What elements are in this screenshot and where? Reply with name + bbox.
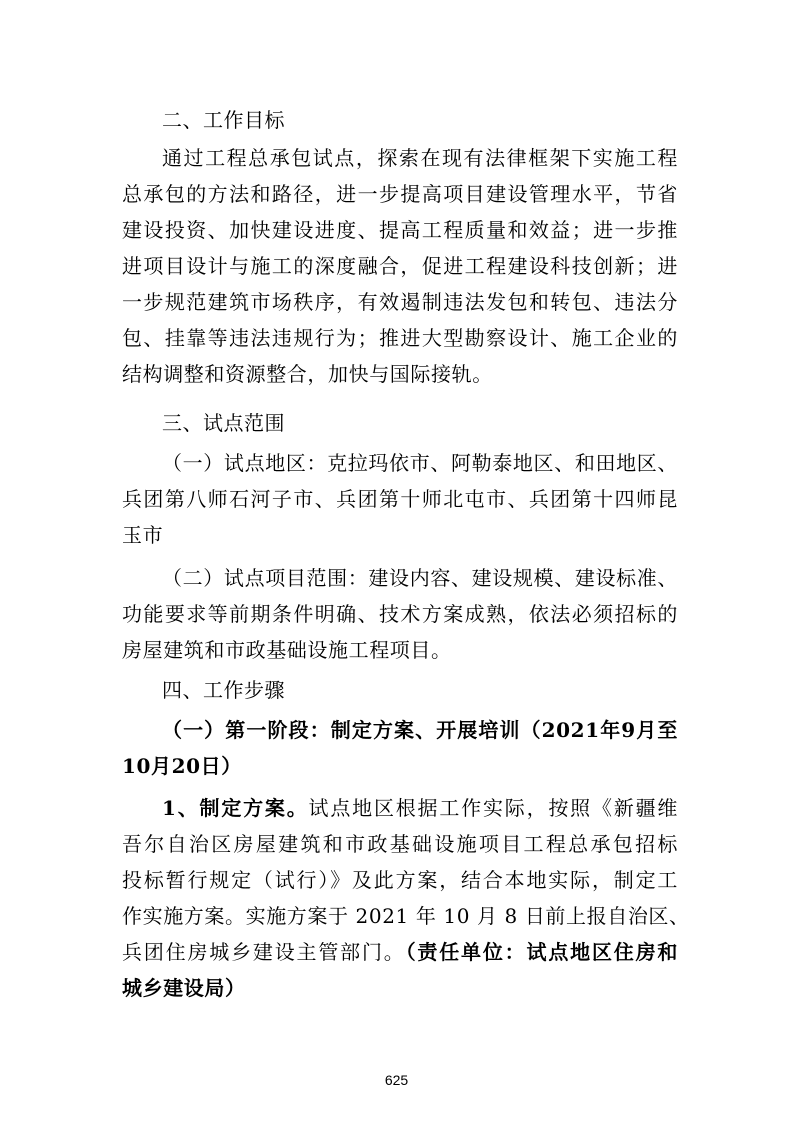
section-heading-goal: 二、工作目标 [162,108,285,132]
phase-title-line: （一）第一阶段：制定方案、开展培训（2021年9月至 [162,718,678,742]
paragraph-line: 一步规范建筑市场秩序，有效遏制违法发包和转包、违法分 [122,290,678,314]
responsible-unit: （责任单位：试点地区住房和 [405,940,678,964]
paragraph-line: （二）试点项目范围：建设内容、建设规模、建设标准、 [162,566,678,590]
section-heading-steps: 四、工作步骤 [162,678,285,702]
paragraph-line: 投标暂行规定（试行）》及此方案，结合本地实际，制定工 [122,868,678,892]
phase-title-line: 10月20日） [122,754,242,778]
responsible-unit-end: 城乡建设局） [122,976,246,1000]
paragraph-line [122,934,678,970]
paragraph-line: 包、挂靠等违法违规行为；推进大型勘察设计、施工企业的 [122,326,678,350]
paragraph-line: （一）试点地区：克拉玛依市、阿勒泰地区、和田地区、 [162,451,678,475]
section-heading-scope: 三、试点范围 [162,411,285,435]
paragraph-line: 功能要求等前期条件明确、技术方案成熟，依法必须招标的 [122,602,678,626]
paragraph-line: 兵团第八师石河子市、兵团第十师北屯市、兵团第十四师昆 [122,487,678,511]
paragraph-line: 建设投资、加快建设进度、提高工程质量和效益；进一步推 [122,218,678,242]
paragraph-line: 通过工程总承包试点，探索在现有法律框架下实施工程 [162,146,678,170]
paragraph-line: 玉市 [122,523,164,547]
step-text: 兵团住房城乡建设主管部门。 [122,940,406,964]
paragraph-line: 吾尔自治区房屋建筑和市政基础设施项目工程总承包招标 [122,832,678,856]
paragraph-line: 总承包的方法和路径，进一步提高项目建设管理水平，节省 [122,182,678,206]
paragraph-line: 进项目设计与施工的深度融合，促进工程建设科技创新；进 [122,254,678,278]
paragraph-line: 作实施方案。实施方案于 2021 年 10 月 8 日前上报自治区、 [122,904,690,928]
step-first-line [162,790,678,826]
paragraph-line: 房屋建筑和市政基础设施工程项目。 [122,638,452,662]
paragraph-line: 结构调整和资源整合，加快与国际接轨。 [122,362,493,386]
page-number: 625 [384,1072,409,1088]
step-text: 试点地区根据工作实际，按照《新疆维 [308,796,678,820]
step-label: 1、制定方案。 [162,796,309,820]
